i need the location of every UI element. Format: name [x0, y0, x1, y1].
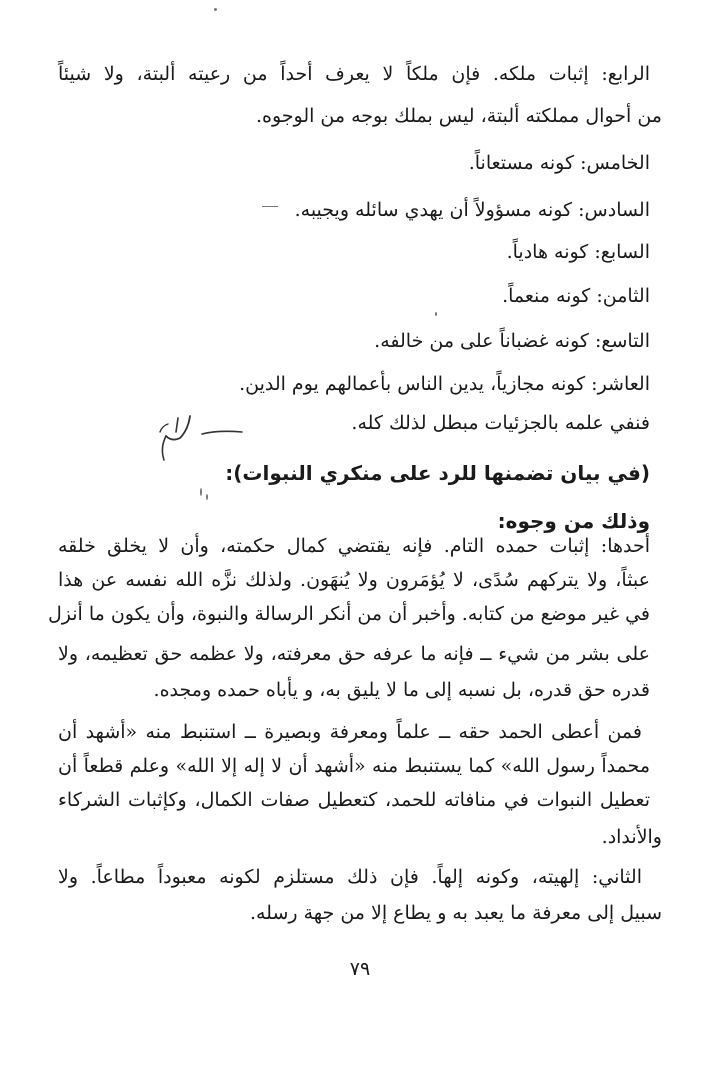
text-line: من أحوال مملكته ألبتة، ليس بملك بوجه من الوجوه.: [255, 105, 662, 127]
text-line: قدره حق قدره، بل نسبه إلى ما لا يليق به، و يأباه حمده ومجده.: [153, 679, 650, 701]
scan-speck: [435, 312, 437, 316]
text-line: الرابع: إثبات ملكه. فإن ملكاً لا يعرف أحداً من رعيته ألبتة، ولا شيئاً: [58, 63, 650, 85]
page-number: ٧٩: [349, 958, 371, 980]
text-line: فمن أعطى الحمد حقه ــ علماً ومعرفة وبصيرة ــ استنبط منه «أشهد أن: [58, 721, 642, 743]
text-line: الثامن: كونه منعماً.: [502, 285, 650, 307]
text-line: عبثاً، ولا يتركهم سُدًى، لا يُؤمَرون ولا يُنهَون. ولذلك نزَّه الله نفسه عن هذا: [58, 569, 650, 591]
text-line: محمداً رسول الله» كما يستنبط منه «أشهد أن لا إله إلا الله» وعلم قطعاً أن: [58, 755, 650, 777]
subsection-heading: وذلك من وجوه:: [497, 509, 650, 533]
text-line: سبيل إلى معرفة ما يعبد به و يطاع إلا من جهة رسله.: [249, 902, 662, 924]
text-line: تعطيل النبوات في منافاته للحمد، كتعطيل صفات الكمال، وكإثبات الشركاء: [58, 789, 650, 811]
section-heading: (في بيان تضمنها للرد على منكري النبوات):: [225, 461, 650, 485]
text-line: الخامس: كونه مستعاناً.: [468, 152, 650, 174]
text-line: فنفي علمه بالجزئيات مبطل لذلك كله.: [351, 412, 650, 434]
text-line: أحدها: إثبات حمده التام. فإنه يقتضي كمال حكمته، وأن لا يخلق خلقه: [58, 535, 650, 557]
text-line: في غير موضع من كتابه. وأخبر أن من أنكر الرسالة والنبوة، وأن يكون ما أنزل: [47, 603, 650, 625]
scan-speck: [262, 206, 278, 207]
text-line: السادس: كونه مسؤولاً أن يهدي سائله ويجيبه.: [294, 199, 650, 221]
text-line: الثاني: إلهيته، وكونه إلهاً. فإن ذلك مستلزم لكونه معبوداً مطاعاً. ولا: [58, 866, 642, 888]
scan-speck: [200, 488, 202, 496]
text-line: التاسع: كونه غضباناً على من خالفه.: [374, 330, 650, 352]
scan-speck: [206, 494, 208, 500]
text-line: العاشر: كونه مجازياً، يدين الناس بأعمالهم يوم الدين.: [239, 373, 650, 395]
text-line: والأنداد.: [601, 826, 662, 848]
text-line: السابع: كونه هادياً.: [506, 241, 650, 263]
text-line: على بشر من شيء ــ فإنه ما عرفه حق معرفته، ولا عظمه حق تعظيمه، ولا: [58, 643, 650, 665]
scan-speck: [214, 8, 217, 11]
